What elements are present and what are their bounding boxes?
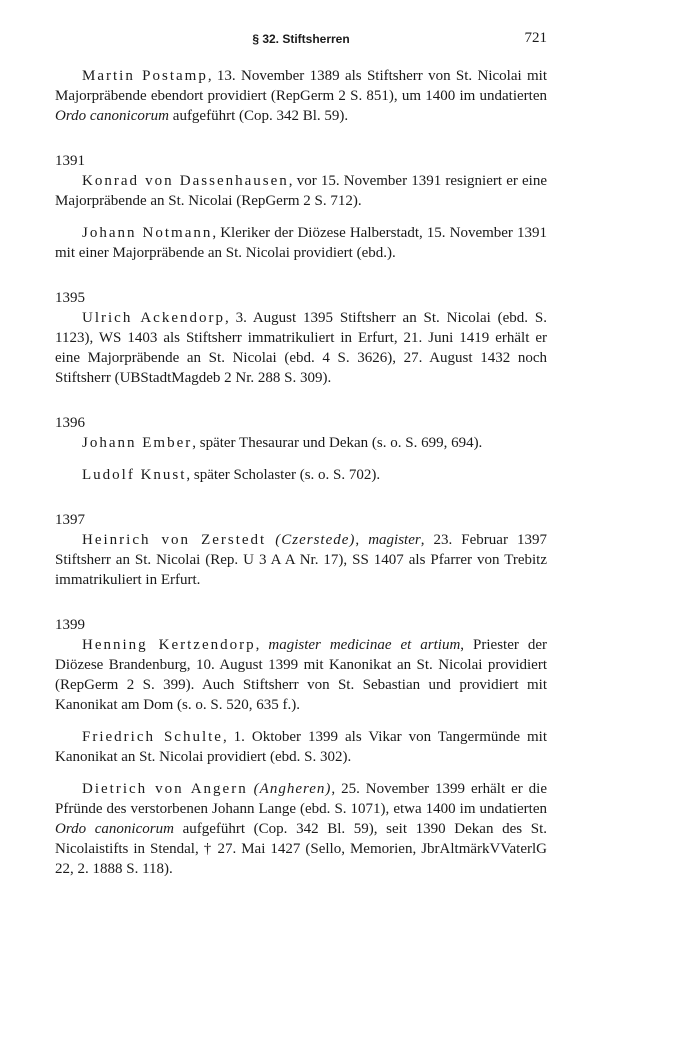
person-name: Friedrich Schulte (82, 729, 223, 745)
person-name: Ludolf Knust (82, 467, 187, 483)
person-name: Heinrich von Zerstedt (82, 532, 267, 548)
source-title: Ordo canonicorum (55, 821, 174, 837)
entry-postamp (55, 66, 547, 126)
body-text (55, 66, 547, 879)
entry-text: , 23. Februar 1397 Stiftsherr an St. Nicolai (Rep. U 3 A A Nr. 17), SS 1407 als Pfarrer von Trebitz immatrikuliert in Erfurt. (55, 532, 548, 588)
entry-schulte (55, 727, 547, 767)
entry-text: , 25. November 1399 erhält er die Pfründe des verstorbenen Johann Lange (ebd. S. 1071), etwa 1400 im undatierten (55, 781, 548, 817)
entry-text: , 3. August 1395 Stiftsherr an St. Nicolai (ebd. S. 1123), WS 1403 als Stiftsherr immatrikuliert in Erfurt, 21. Juni 1419 erhält er eine Majorpräbende an St. Nicolai (ebd. 4 S. 3626), 27. August 1432 noch Stiftsherr (UBStadtMagdeb 2 Nr. 288 S. 309). (55, 310, 547, 386)
year-heading: 1396 (55, 415, 85, 431)
entry-notmann (55, 223, 547, 263)
person-name: Johann Notmann (82, 225, 213, 241)
entry-text: , später Thesaurar und Dekan (s. o. S. 699, 694). (192, 435, 483, 451)
name-variant: (Angheren) (253, 781, 332, 797)
entry-text: , vor 15. November 1391 resigniert er eine Majorpräbende an St. Nicolai (RepGerm 2 S. 712). (55, 173, 547, 209)
entry-kertzendorp: Henning Kertzendorp, magister medicinae et artium, Priester der Diözese Brandenburg, 10. August 1399 mit Kanonikat an St. Nicolai providiert (RepGerm 2 S. 399). Auch Stiftsherr von St. Sebastian und providiert mit Kanonikat am Dom (s. o. S. 520, 635 f.). (55, 637, 547, 713)
year-heading: 1391 (55, 153, 85, 169)
academic-title: magister medicinae et artium (268, 637, 461, 653)
entry-text: aufgeführt (Cop. 342 Bl. 59). (169, 108, 349, 124)
year-heading: 1397 (55, 512, 85, 528)
name-variant: (Czerstede) (275, 532, 356, 548)
entry-text: , Kleriker der Diözese Halberstadt, 15. November 1391 mit einer Majorpräbende an St. Nicolai providiert (ebd.). (55, 225, 547, 261)
entry-ember (55, 433, 547, 453)
entry-text: , später Scholaster (s. o. S. 702). (186, 467, 381, 483)
entry-text: aufgeführt (Cop. 342 Bl. 59), seit 1390 Dekan des St. Nicolaistifts in Stendal, † 27. Mai 1427 (Sello, Memorien, JbrAltmärkVVaterlG 22, 2. 1888 S. 118). (55, 821, 547, 877)
person-name: Henning Kertzendorp (82, 637, 256, 653)
entry-dassenhausen (55, 171, 547, 211)
source-title: Ordo canonicorum (55, 108, 170, 124)
entry-knust (55, 465, 547, 485)
section-title: § 32. Stiftsherren (252, 32, 350, 46)
person-name: Dietrich von Angern (82, 781, 248, 797)
academic-title: magister (368, 532, 421, 548)
person-name: Konrad von Dassenhausen (82, 173, 289, 189)
year-heading: 1399 (55, 617, 85, 633)
running-head (55, 30, 547, 52)
person-name: Johann Ember (82, 435, 193, 451)
entry-text: , 13. November 1389 als Stiftsherr von St. Nicolai mit Majorpräbende ebendort providiert (RepGerm 2 S. 851), um 1400 im undatierten (55, 68, 547, 104)
year-heading: 1395 (55, 290, 85, 306)
entry-ackendorp (55, 308, 547, 388)
person-name: Martin Postamp (82, 68, 208, 84)
document-page (55, 30, 547, 879)
entry-angern (55, 779, 547, 879)
entry-text: , 1. Oktober 1399 als Vikar von Tangermünde mit Kanonikat an St. Nicolai providiert (ebd. S. 302). (55, 729, 547, 765)
entry-zerstedt: Heinrich von Zerstedt (Czerstede), magister, 23. Februar 1397 Stiftsherr an St. Nicolai (Rep. U 3 A A Nr. 17), SS 1407 als Pfarrer von Trebitz immatrikuliert in Erfurt. (55, 532, 548, 588)
page-number: 721 (524, 30, 547, 46)
person-name: Ulrich Ackendorp (82, 310, 225, 326)
entry-text: , Priester der Diözese Brandenburg, 10. August 1399 mit Kanonikat an St. Nicolai providiert (RepGerm 2 S. 399). Auch Stiftsherr von St. Sebastian und providiert mit Kanonikat am Dom (s. o. S. 520, 635 f.). (55, 637, 547, 713)
